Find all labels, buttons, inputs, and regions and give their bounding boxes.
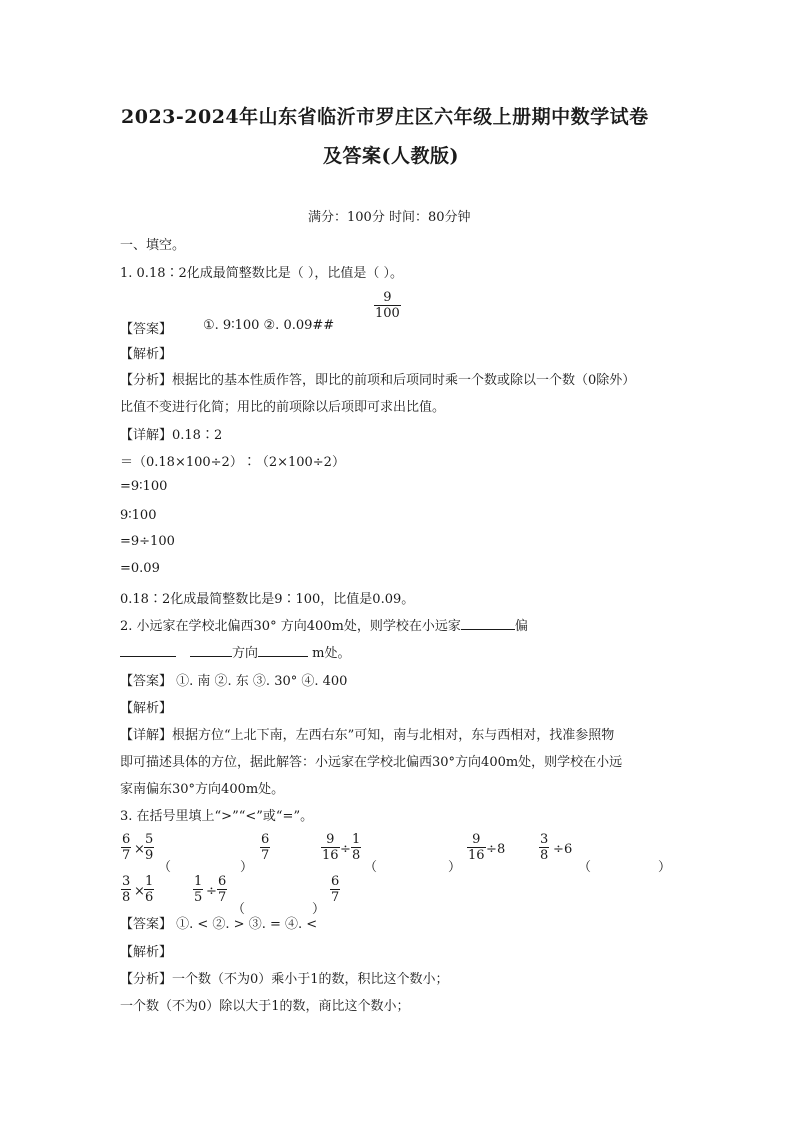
answer-blank bbox=[258, 656, 308, 657]
q1-detail-line: =0.09 bbox=[120, 561, 160, 576]
fraction-numerator: 9 bbox=[472, 832, 481, 847]
q1-detail-line: ＝（0.18×100÷2）∶（2×100÷2） bbox=[120, 455, 345, 470]
q1-detail-line: 9∶100 bbox=[120, 508, 157, 523]
fraction-denominator: 9 bbox=[145, 848, 154, 863]
q2-analysis-label: 【解析】 bbox=[120, 701, 173, 716]
fraction-denominator: 6 bbox=[145, 890, 154, 905]
q2-text-end: 偏 bbox=[514, 619, 528, 634]
answer-blank bbox=[190, 656, 232, 657]
fraction-numerator: 6 bbox=[261, 832, 270, 847]
q1-answer-label: 【答案】 bbox=[120, 322, 173, 337]
q1-analysis-line-2: 比值不变进行化简；用比的前项除以后项即可求出比值。 bbox=[120, 400, 446, 415]
q3-answer: 【答案】 ①. < ②. > ③. = ④. < bbox=[120, 917, 318, 932]
fraction bbox=[539, 833, 549, 862]
fraction-denominator: 8 bbox=[122, 890, 131, 905]
right-paren: ） bbox=[448, 860, 462, 875]
q1-answer-fraction bbox=[374, 291, 401, 320]
fraction-numerator: 6 bbox=[122, 832, 131, 847]
q3-analysis-label: 【解析】 bbox=[120, 945, 173, 960]
fraction-numerator: 3 bbox=[540, 832, 549, 847]
fraction-numerator: 3 bbox=[122, 874, 131, 889]
q1-analysis-line-1: 【分析】根据比的基本性质作答，即比的前项和后项同时乘一个数或除以一个数（0除外） bbox=[120, 373, 636, 388]
exam-meta: 满分：100分 时间：80分钟 bbox=[308, 210, 471, 225]
divide-sign: ÷ bbox=[553, 842, 564, 857]
answer-blank bbox=[120, 656, 176, 657]
q1-analysis-label: 【解析】 bbox=[120, 347, 173, 362]
fraction bbox=[193, 875, 203, 904]
fraction-numerator: 5 bbox=[145, 832, 154, 847]
fraction bbox=[121, 833, 131, 862]
fraction-denominator: 5 bbox=[194, 890, 203, 905]
q3-question: 3. 在括号里填上“>”“<”或“=”。 bbox=[120, 809, 314, 824]
section-heading: 一、填空。 bbox=[120, 238, 186, 253]
fraction bbox=[144, 833, 154, 862]
fraction-denominator: 7 bbox=[218, 890, 227, 905]
left-paren: （ bbox=[364, 860, 378, 875]
document-title-line-1: 2023-2024年山东省临沂市罗庄区六年级上册期中数学试卷 bbox=[121, 106, 649, 128]
fraction-denominator: 8 bbox=[352, 848, 361, 863]
fraction-numerator: 1 bbox=[194, 874, 203, 889]
q2-detail-line: 家南偏东30°方向400m处。 bbox=[120, 782, 285, 797]
q1-answer-text: ①. 9∶100 ②. 0.09## bbox=[203, 318, 335, 333]
integer-operand: 6 bbox=[564, 842, 573, 857]
fraction bbox=[467, 833, 486, 862]
integer-operand: 8 bbox=[497, 842, 506, 857]
right-paren: ） bbox=[240, 860, 254, 875]
fraction bbox=[217, 875, 227, 904]
q2-answer: 【答案】 ①. 南 ②. 东 ③. 30° ④. 400 bbox=[120, 674, 348, 689]
fraction-numerator: 6 bbox=[218, 874, 227, 889]
fraction-numerator: 9 bbox=[326, 832, 335, 847]
left-paren: （ bbox=[232, 902, 246, 917]
fraction bbox=[330, 875, 340, 904]
q3-analysis-line: 【分析】一个数（不为0）乘小于1的数，积比这个数小； bbox=[120, 972, 449, 987]
fraction bbox=[351, 833, 361, 862]
document-title-line-2: 及答案(人教版) bbox=[323, 145, 459, 167]
fraction-numerator: 1 bbox=[352, 832, 361, 847]
answer-blank bbox=[461, 629, 515, 630]
fraction-denominator: 16 bbox=[468, 848, 485, 863]
q2-text: 2. 小远家在学校北偏西30° 方向400m处，则学校在小远家 bbox=[120, 619, 461, 634]
q2-text-end: m处。 bbox=[308, 646, 351, 661]
q1-detail-line: =9∶100 bbox=[120, 479, 168, 494]
left-paren: （ bbox=[578, 860, 592, 875]
q2-question-line-2 bbox=[120, 642, 350, 661]
q2-detail-line: 【详解】根据方位“上北下南，左西右东”可知，南与北相对，东与西相对，找准参照物 bbox=[120, 728, 615, 743]
fraction bbox=[121, 875, 131, 904]
right-paren: ） bbox=[658, 860, 672, 875]
q1-question: 1. 0.18∶2化成最简整数比是（ ），比值是（ ）。 bbox=[120, 266, 404, 281]
q1-detail-line: =9÷100 bbox=[120, 534, 175, 549]
fraction-denominator: 8 bbox=[540, 848, 549, 863]
divide-sign: ÷ bbox=[206, 884, 217, 899]
fraction-denominator: 100 bbox=[375, 306, 400, 321]
fraction bbox=[260, 833, 270, 862]
fraction bbox=[321, 833, 340, 862]
q3-analysis-line: 一个数（不为0）除以大于1的数，商比这个数小； bbox=[120, 999, 410, 1014]
fraction-numerator: 6 bbox=[331, 874, 340, 889]
fraction-denominator: 16 bbox=[322, 848, 339, 863]
fraction-numerator: 1 bbox=[145, 874, 154, 889]
divide-sign: ÷ bbox=[340, 842, 351, 857]
fraction-denominator: 7 bbox=[331, 890, 340, 905]
q1-detail-line: 0.18∶2化成最简整数比是9∶100，比值是0.09。 bbox=[120, 592, 415, 607]
right-paren: ） bbox=[312, 902, 326, 917]
q1-detail-line: 【详解】0.18∶2 bbox=[120, 428, 223, 443]
multiply-sign: × bbox=[134, 884, 145, 899]
multiply-sign: × bbox=[134, 842, 145, 857]
divide-sign: ÷ bbox=[486, 842, 497, 857]
q2-detail-line: 即可描述具体的方位，据此解答：小远家在学校北偏西30°方向400m处，则学校在小远 bbox=[120, 755, 623, 770]
fraction-numerator: 9 bbox=[383, 290, 392, 305]
q2-question-line-1 bbox=[120, 615, 528, 634]
q2-direction-word: 方向 bbox=[232, 646, 259, 661]
fraction-denominator: 7 bbox=[122, 848, 131, 863]
left-paren: （ bbox=[158, 860, 172, 875]
fraction bbox=[144, 875, 154, 904]
fraction-denominator: 7 bbox=[261, 848, 270, 863]
